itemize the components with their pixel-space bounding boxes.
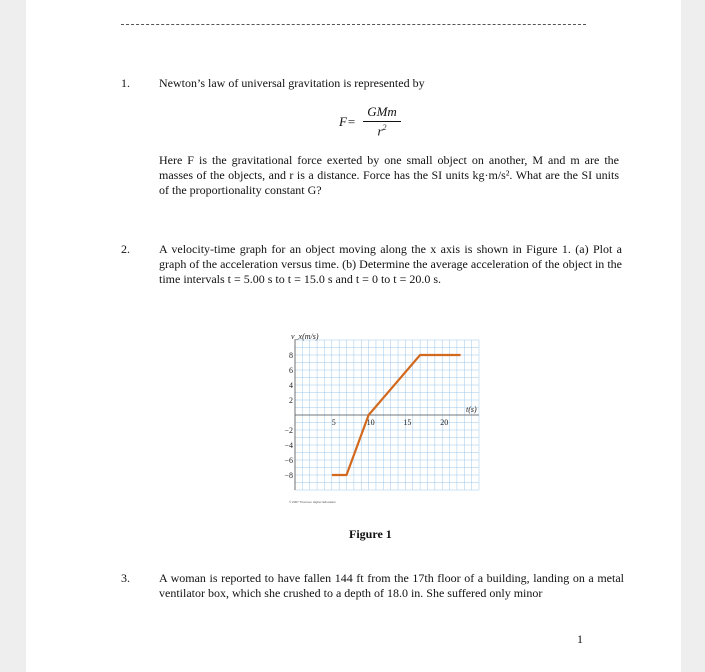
y-tick-label: 2	[289, 396, 293, 405]
question-2-number: 2.	[121, 242, 130, 256]
y-tick-label: 4	[289, 381, 293, 390]
figure-caption: Figure 1	[349, 527, 392, 541]
y-axis-label: v_x(m/s)	[291, 332, 319, 341]
chart-credit: © 2007 Thomson Higher Education	[289, 500, 336, 504]
fraction-bar	[363, 121, 401, 122]
formula-numerator: GMm	[367, 104, 397, 119]
y-tick-label: −8	[284, 471, 293, 480]
page-number: 1	[577, 632, 583, 646]
x-tick-label: 15	[403, 418, 412, 427]
velocity-time-chart	[259, 330, 489, 510]
y-tick-label: 8	[289, 351, 293, 360]
question-1-number: 1.	[121, 76, 130, 90]
formula-denominator: $r^2$	[377, 123, 387, 139]
y-tick-label: 6	[289, 366, 293, 375]
x-axis-label: t(s)	[466, 405, 477, 414]
y-tick-label: −2	[284, 426, 293, 435]
question-1-intro: Newton’s law of universal gravitation is represented by	[159, 76, 425, 90]
y-tick-label: −6	[284, 456, 293, 465]
x-tick-label: 20	[440, 418, 449, 427]
y-tick-label: −4	[284, 441, 293, 450]
formula-lhs: F=	[339, 114, 356, 129]
x-tick-label: 5	[331, 418, 336, 427]
question-2-body: A velocity-time graph for an object moving along the x axis is shown in Figure 1. (a) Plot a graph of the acceleration versus time. (b) Determine the average acceleration of the object in the time intervals t = 5.00 s to t = 15.0 s and t = 0 to t = 20.0 s.	[159, 242, 622, 286]
question-1-body: Here F is the gravitational force exerted by one small object on another, M and m are the masses of the objects, and r is a distance. Force has the SI units kg·m/s². What are the SI units of the proportionality constant G?	[159, 153, 619, 197]
question-3-number: 3.	[121, 571, 130, 585]
question-3-body: A woman is reported to have fallen 144 ft from the 17th floor of a building, landing on a metal ventilator box, which she crushed to a depth of 18.0 in. She suffered only minor	[159, 571, 624, 600]
x-tick-label: 10	[366, 418, 375, 427]
dashed-divider	[121, 24, 586, 25]
document-page	[26, 0, 681, 672]
